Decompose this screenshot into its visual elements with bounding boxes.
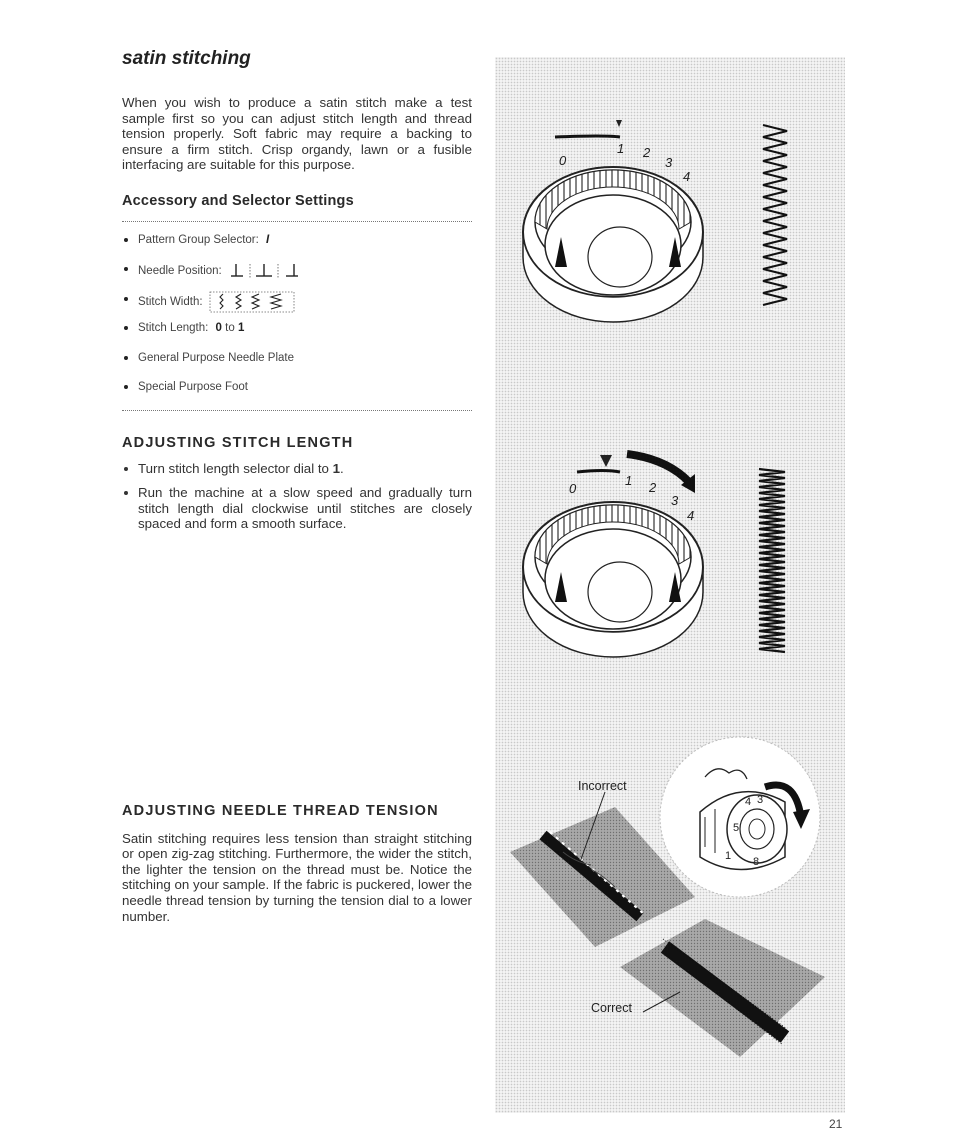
stitch-length-dial-bottom [523, 454, 703, 657]
dial-number: 4 [683, 169, 691, 184]
step-end: . [340, 461, 344, 477]
tension-number: 3 [757, 794, 764, 806]
incorrect-label: Incorrect [578, 779, 627, 793]
tension-number: 5 [733, 822, 740, 834]
needle-position-icon [228, 261, 304, 281]
dial-number: 0 [559, 153, 567, 168]
adjust-length-heading: ADJUSTING STITCH LENGTH [122, 435, 354, 452]
setting-stitch-width [122, 291, 472, 320]
pattern-group-label: Pattern Group Selector: [138, 233, 259, 246]
dial-number: 4 [687, 508, 695, 523]
illustration-panel [495, 57, 845, 1113]
tension-dial [660, 737, 820, 897]
tension-number: 8 [753, 856, 760, 868]
page-number: 21 [829, 1117, 843, 1131]
accessory-heading: Accessory and Selector Settings [122, 192, 354, 209]
dial-number: 3 [665, 155, 673, 170]
adjust-tension-heading: ADJUSTING NEEDLE THREAD TENSION [122, 802, 439, 819]
tension-number: 1 [725, 850, 732, 862]
needle-position-label: Needle Position: [138, 265, 222, 278]
dial-number: 2 [649, 480, 657, 495]
setting-stitch-length [122, 320, 472, 349]
correct-label: Correct [591, 1001, 632, 1015]
illustration [495, 57, 845, 1113]
dial-number: 3 [671, 493, 679, 508]
pattern-group-value: I [266, 233, 270, 246]
stitch-length-from: 0 [215, 322, 222, 335]
pointer-icon [616, 120, 622, 127]
stitch-length-dial-top [523, 120, 703, 322]
dial-number: 2 [643, 145, 651, 160]
step-value: 1 [332, 461, 341, 477]
step-item: Run the machine at a slow speed and gradually turn stitch length dial clockwise until stitches are closely spaced and form a smooth surface. [122, 485, 472, 532]
setting-needle-position [122, 261, 472, 290]
open-zigzag-sample [763, 125, 787, 305]
step-item [122, 461, 472, 477]
settings-list [122, 232, 472, 408]
text-column [122, 48, 472, 924]
stitch-length-to: 1 [237, 322, 245, 335]
section-divider [122, 221, 472, 222]
section-divider [122, 410, 472, 411]
page-title: satin stitching [122, 48, 251, 69]
stitch-width-label: Stitch Width: [138, 295, 203, 308]
correct-fabric-sample [620, 919, 825, 1057]
dial-number: 1 [625, 473, 633, 488]
dial-number: 0 [569, 481, 577, 496]
satin-stitch-sample [759, 469, 785, 652]
tension-number: 4 [745, 796, 752, 808]
setting-presser-foot: Special Purpose Foot [122, 379, 472, 408]
adjust-length-steps [122, 461, 472, 531]
step-text: Turn stitch length selector dial to [138, 461, 333, 477]
setting-pattern-group [122, 232, 472, 261]
pointer-icon [600, 455, 612, 467]
dial-number: 1 [617, 141, 625, 156]
intro-paragraph: When you wish to produce a satin stitch make a test sample first so you can adjust stitch length and thread tension properly. Soft fabric may require a backing to ensure a firm stitch. Crisp organdy, lawn or a fusible interfacing are suitable for this purpose. [122, 95, 472, 173]
setting-needle-plate: General Purpose Needle Plate [122, 350, 472, 379]
clockwise-arrow-icon [627, 454, 689, 482]
stitch-width-icon [209, 291, 295, 313]
stitch-length-to-word: to [225, 322, 235, 335]
stitch-length-label: Stitch Length: [138, 322, 209, 335]
tension-paragraph: Satin stitching requires less tension than straight stitching or open zig-zag stitching. Furthermore, the wider the stitch, the lighter the tension on the thread must be. Notice the stitching on your sample. If the fabric is puckered, lower the needle thread tension by turning the tension dial to a lower number. [122, 830, 472, 924]
